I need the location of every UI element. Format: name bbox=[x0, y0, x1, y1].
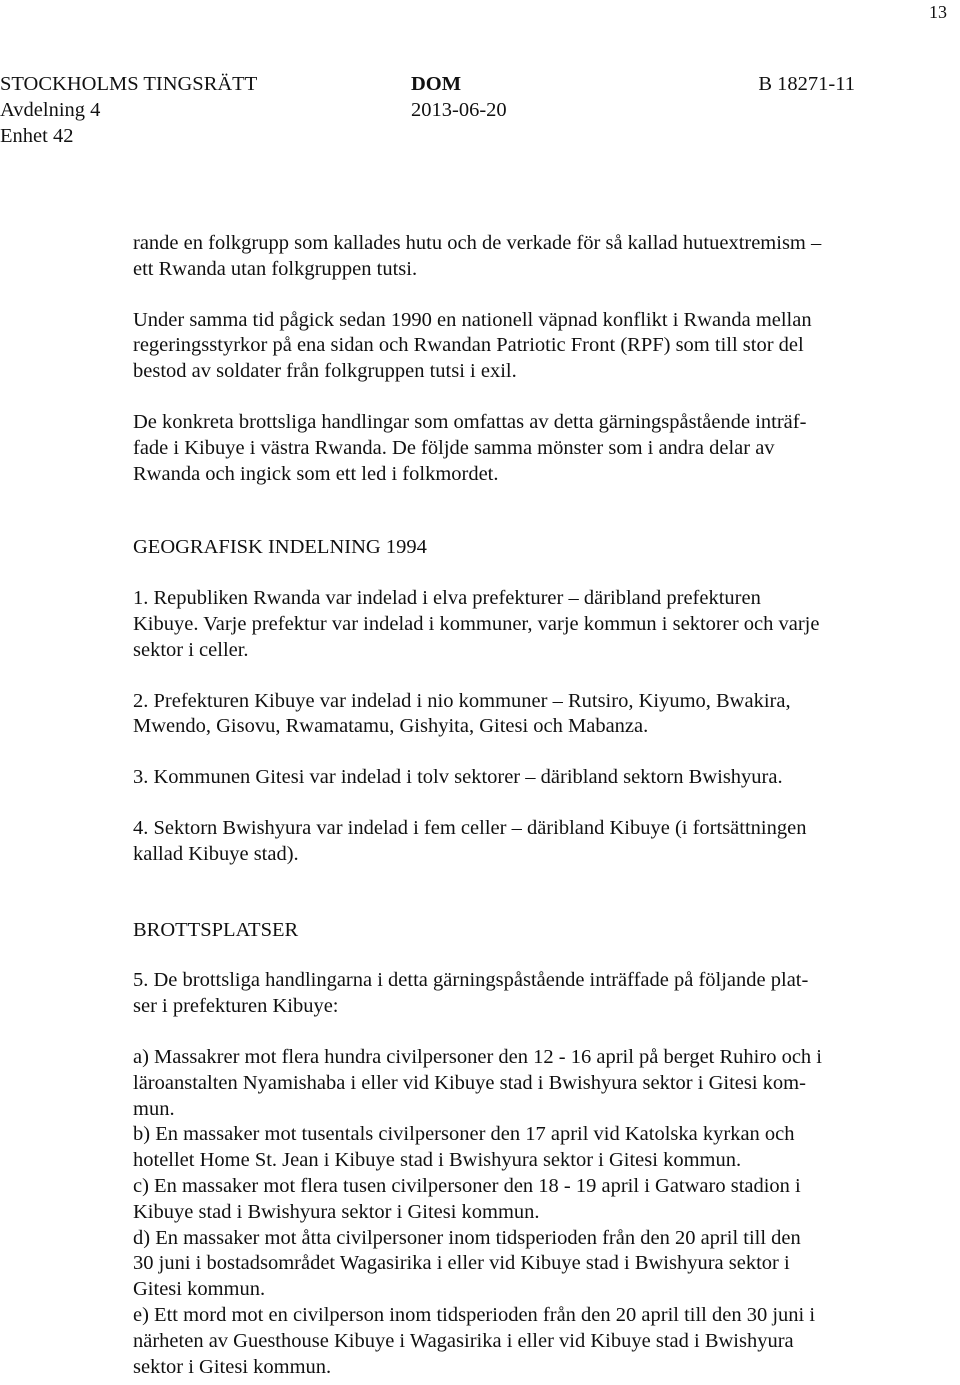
paragraph bbox=[133, 586, 893, 663]
text-line: regeringsstyrkor på ena sidan och Rwandan Patriotic Front (RPF) som till stor del bbox=[133, 334, 804, 357]
list-item: sektor i Gitesi kommun. bbox=[133, 1355, 332, 1378]
document-body bbox=[133, 231, 893, 1380]
paragraph bbox=[133, 765, 893, 791]
text-line: bestod av soldater från folkgruppen tutsi i exil. bbox=[133, 360, 517, 383]
text-line: rande en folkgrupp som kallades hutu och de verkade för så kallad hutuextremism – bbox=[133, 232, 822, 254]
document-type: DOM bbox=[411, 73, 462, 95]
crime-scene-list bbox=[133, 1045, 893, 1380]
paragraph bbox=[133, 689, 893, 741]
text-line: 5. De brottsliga handlingarna i detta gärningspåstående inträffade på följande plat- bbox=[133, 969, 809, 992]
list-item: c) En massaker mot flera tusen civilpersoner den 18 - 19 april i Gatwaro stadion i bbox=[133, 1174, 801, 1197]
text-line: Rwanda och ingick som ett led i folkmordet. bbox=[133, 462, 499, 485]
text-line: sektor i celler. bbox=[133, 638, 249, 661]
text-line: 2. Prefekturen Kibuye var indelad i nio kommuner – Rutsiro, Kiyumo, Bwakira, bbox=[133, 689, 791, 712]
text-line: 3. Kommunen Gitesi var indelad i tolv sektorer – däribland sektorn Bwishyura. bbox=[133, 766, 783, 789]
text-line: 1. Republiken Rwanda var indelad i elva prefekturer – däribland prefekturen bbox=[133, 587, 761, 610]
list-item: mun. bbox=[133, 1097, 175, 1120]
paragraph bbox=[133, 308, 893, 385]
paragraph bbox=[133, 816, 893, 868]
paragraph bbox=[133, 231, 893, 283]
text-line: Under samma tid pågick sedan 1990 en nationell väpnad konflikt i Rwanda mellan bbox=[133, 308, 812, 331]
text-line: De konkreta brottsliga handlingar som omfattas av detta gärningspåstående inträf- bbox=[133, 410, 807, 433]
list-item: närheten av Guesthouse Kibuye i Wagasirika i eller vid Kibuye stad i Bwishyura bbox=[133, 1329, 794, 1352]
list-item: b) En massaker mot tusentals civilpersoner den 17 april vid Katolska kyrkan och bbox=[133, 1123, 795, 1146]
list-item: 30 juni i bostadsområdet Wagasirika i eller vid Kibuye stad i Bwishyura sektor i bbox=[133, 1252, 790, 1275]
list-item: e) Ett mord mot en civilperson inom tidsperioden från den 20 april till den 30 juni i bbox=[133, 1303, 816, 1326]
text-line: fade i Kibuye i västra Rwanda. De följde samma mönster som i andra delar av bbox=[133, 436, 775, 459]
text-line: Kibuye. Varje prefektur var indelad i kommuner, varje kommun i sektorer och varje bbox=[133, 612, 820, 635]
page-number: 13 bbox=[929, 2, 947, 22]
list-item: d) En massaker mot åtta civilpersoner inom tidsperioden från den 20 april till den bbox=[133, 1226, 801, 1249]
text-line: Mwendo, Gisovu, Rwamatamu, Gishyita, Gitesi och Mabanza. bbox=[133, 715, 649, 738]
list-item: hotellet Home St. Jean i Kibuye stad i Bwishyura sektor i Gitesi kommun. bbox=[133, 1149, 742, 1172]
list-item: Kibuye stad i Bwishyura sektor i Gitesi kommun. bbox=[133, 1200, 540, 1223]
text-line: 4. Sektorn Bwishyura var indelad i fem celler – däribland Kibuye (i fortsättningen bbox=[133, 816, 807, 839]
paragraph bbox=[133, 968, 893, 1020]
paragraph bbox=[133, 410, 893, 487]
document-date: 2013-06-20 bbox=[411, 99, 507, 121]
section-heading: BROTTSPLATSER bbox=[133, 918, 299, 941]
court-name: STOCKHOLMS TINGSRÄTT bbox=[0, 73, 258, 95]
unit: Enhet 42 bbox=[0, 125, 74, 147]
list-item: Gitesi kommun. bbox=[133, 1278, 266, 1301]
list-item: läroanstalten Nyamishaba i eller vid Kibuye stad i Bwishyura sektor i Gitesi kom- bbox=[133, 1071, 806, 1094]
text-line: ett Rwanda utan folkgruppen tutsi. bbox=[133, 257, 418, 280]
case-number: B 18271-11 bbox=[758, 73, 855, 95]
text-line: kallad Kibuye stad). bbox=[133, 842, 299, 865]
section-heading: GEOGRAFISK INDELNING 1994 bbox=[133, 536, 427, 559]
department: Avdelning 4 bbox=[0, 99, 101, 121]
text-line: ser i prefekturen Kibuye: bbox=[133, 995, 339, 1018]
list-item: a) Massakrer mot flera hundra civilpersoner den 12 - 16 april på berget Ruhiro och i bbox=[133, 1045, 822, 1068]
